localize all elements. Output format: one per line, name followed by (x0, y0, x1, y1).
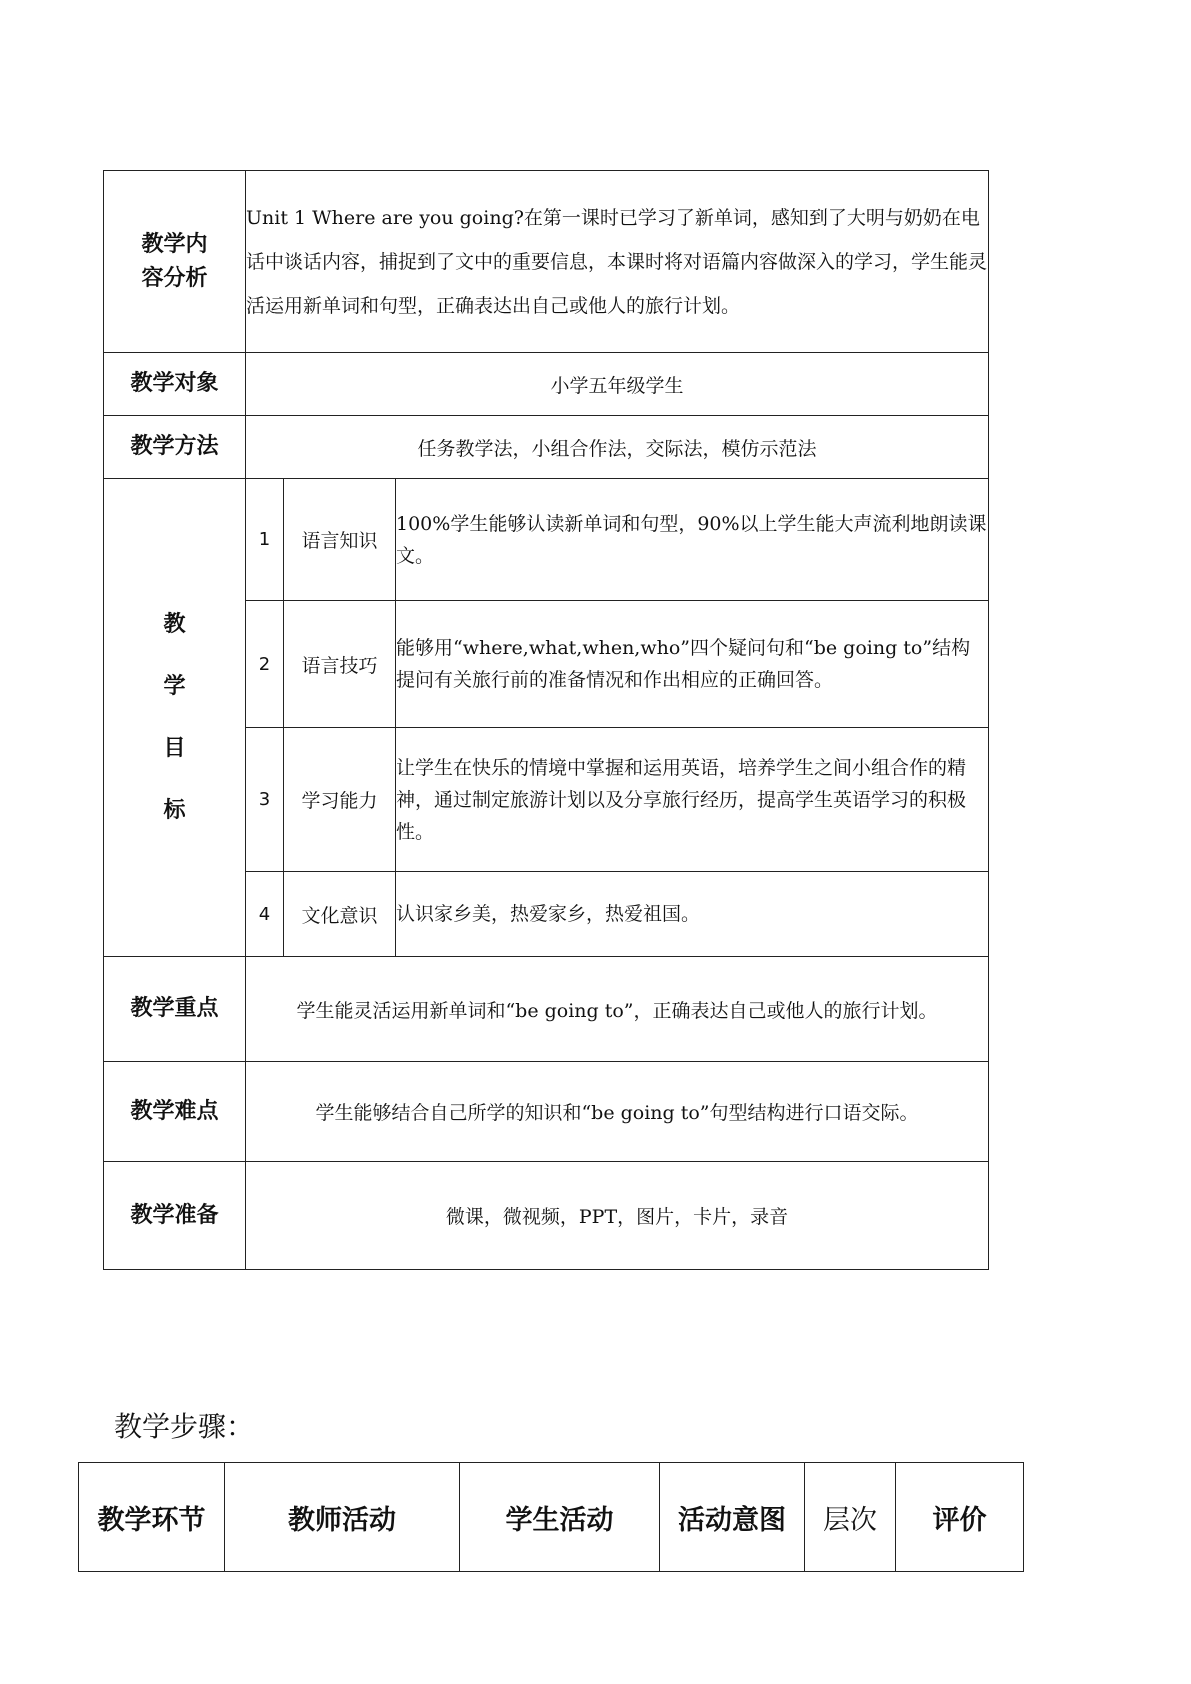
audience-label: 教学对象 (104, 353, 246, 416)
steps-header-cell: 活动意图 (660, 1463, 805, 1572)
steps-header-cell: 学生活动 (460, 1463, 660, 1572)
objective-row (104, 479, 989, 601)
objective-text: 让学生在快乐的情境中掌握和运用英语，培养学生之间小组合作的精神，通过制定旅游计划以及分享旅行经历，提高学生英语学习的积极性。 (396, 728, 989, 872)
row-methods (104, 416, 989, 479)
objective-text: 100%学生能够认读新单词和句型，90%以上学生能大声流利地朗读课文。 (396, 479, 989, 601)
key-points-value: 学生能灵活运用新单词和“be going to”，正确表达自己或他人的旅行计划。 (246, 957, 989, 1062)
objectives-label-char: 目 (163, 735, 186, 761)
objective-number: 4 (246, 872, 284, 957)
content-analysis-text: Unit 1 Where are you going?在第一课时已学习了新单词，感知到了大明与奶奶在电话中谈话内容，捕捉到了文中的重要信息，本课时将对语篇内容做深入的学习，学生能灵活运用新单词和句型，正确表达出自己或他人的旅行计划。 (246, 171, 989, 353)
steps-heading: 教学步骤： (114, 1410, 255, 1443)
objectives-label (104, 479, 246, 957)
row-key-points (104, 957, 989, 1062)
methods-value: 任务教学法，小组合作法，交际法，模仿示范法 (246, 416, 989, 479)
objective-number: 3 (246, 728, 284, 872)
steps-header-row (79, 1463, 1024, 1572)
steps-header-cell: 评价 (896, 1463, 1024, 1572)
objectives-label-char: 标 (163, 797, 186, 823)
teaching-steps-table (78, 1462, 1024, 1572)
content-analysis-label-line2: 容分析 (141, 265, 208, 291)
objectives-label-char: 学 (163, 673, 186, 699)
audience-value: 小学五年级学生 (246, 353, 989, 416)
content-analysis-label (104, 171, 246, 353)
difficulties-value: 学生能够结合自己所学的知识和“be going to”句型结构进行口语交际。 (246, 1062, 989, 1162)
difficulties-label: 教学难点 (104, 1062, 246, 1162)
objective-category: 学习能力 (284, 728, 396, 872)
row-difficulties (104, 1062, 989, 1162)
objective-category: 文化意识 (284, 872, 396, 957)
row-content-analysis (104, 171, 989, 353)
objective-category: 语言技巧 (284, 601, 396, 728)
steps-header-cell: 层次 (805, 1463, 896, 1572)
objective-text: 认识家乡美，热爱家乡，热爱祖国。 (396, 872, 989, 957)
objective-number: 2 (246, 601, 284, 728)
steps-header-cell: 教师活动 (225, 1463, 460, 1572)
row-audience (104, 353, 989, 416)
objective-text: 能够用“where,what,when,who”四个疑问句和“be going to”结构提问有关旅行前的准备情况和作出相应的正确回答。 (396, 601, 989, 728)
preparation-label: 教学准备 (104, 1162, 246, 1270)
objective-category: 语言知识 (284, 479, 396, 601)
preparation-value: 微课，微视频，PPT，图片，卡片，录音 (246, 1162, 989, 1270)
steps-header-cell: 教学环节 (79, 1463, 225, 1572)
key-points-label: 教学重点 (104, 957, 246, 1062)
lesson-plan-table (103, 170, 989, 1270)
objectives-label-char: 教 (163, 611, 186, 637)
objective-number: 1 (246, 479, 284, 601)
row-preparation (104, 1162, 989, 1270)
content-analysis-label-line1: 教学内 (141, 231, 208, 257)
methods-label: 教学方法 (104, 416, 246, 479)
